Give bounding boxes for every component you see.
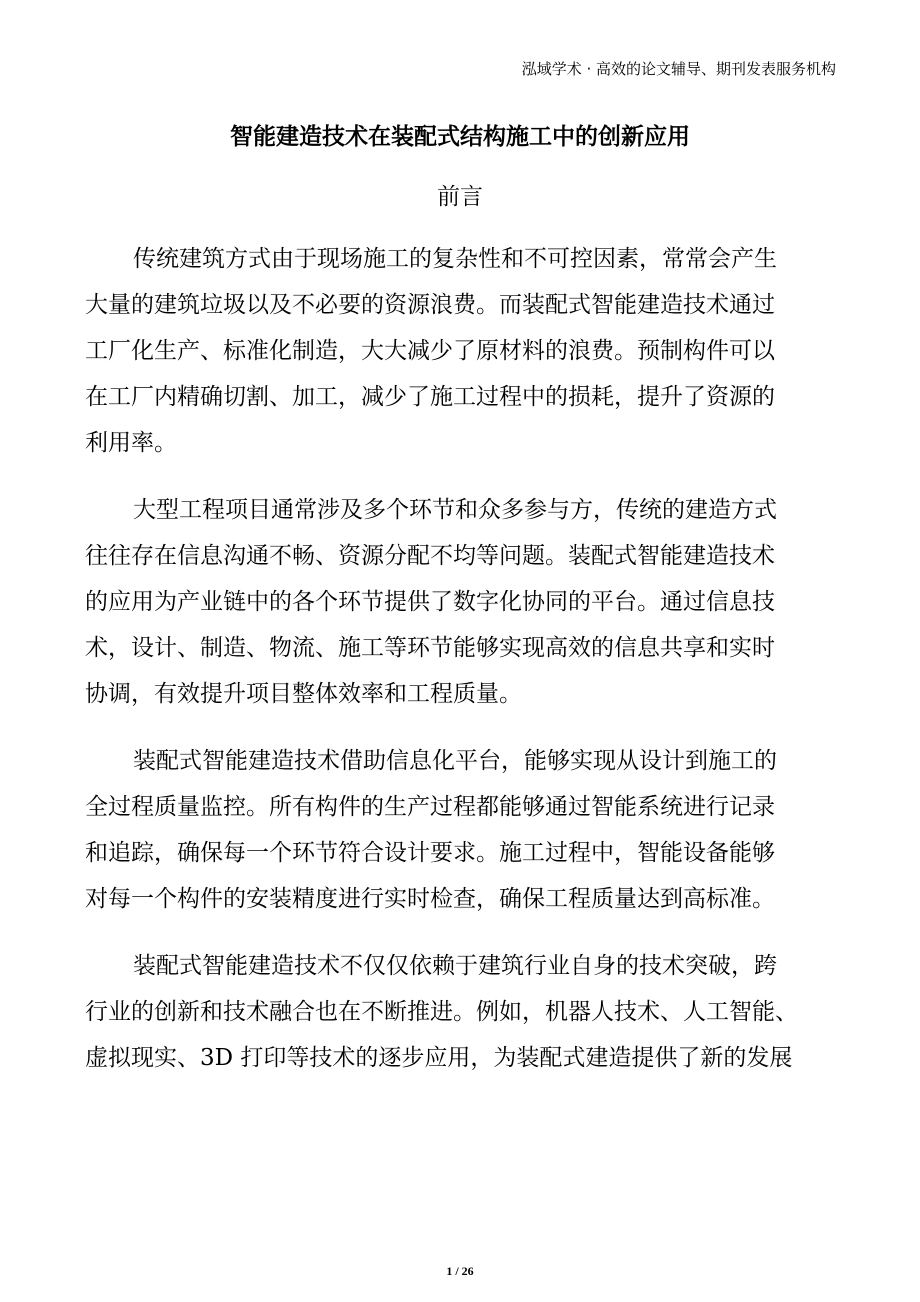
page-header: [522, 58, 836, 79]
page-number: 1 / 26: [446, 1264, 474, 1278]
paragraph-line: 行业的创新和技术融合也在不断推进。例如，机器人技术、人工智能、: [85, 999, 798, 1025]
paragraph-line: 装配式智能建造技术借助信息化平台，能够实现从设计到施工的: [133, 748, 777, 774]
paragraph-line: 协调，有效提升项目整体效率和工程质量。: [85, 681, 522, 707]
paragraph-line: 利用率。: [85, 430, 177, 456]
paragraph-line: 术，设计、制造、物流、施工等环节能够实现高效的信息共享和实时: [85, 635, 775, 661]
header-text: 泓域学术 · 高效的论文辅导、期刊发表服务机构: [521, 60, 836, 78]
paragraph-line: 大型工程项目通常涉及多个环节和众多参与方，传统的建造方式: [133, 497, 777, 523]
paragraph-4: [85, 943, 855, 1081]
section-heading: 前言: [437, 184, 483, 210]
paragraph-line: 的应用为产业链中的各个环节提供了数字化协同的平台。通过信息技: [85, 589, 775, 615]
paragraph-line: 全过程质量监控。所有构件的生产过程都能够通过智能系统进行记录: [85, 794, 775, 820]
paragraph-line: 工厂化生产、标准化制造，大大减少了原材料的浪费。预制构件可以: [85, 338, 775, 364]
paragraph-2: [85, 487, 855, 717]
document-title: 智能建造技术在装配式结构施工中的创新应用: [230, 124, 690, 150]
paragraph-line: 装配式智能建造技术不仅仅依赖于建筑行业自身的技术突破，跨: [133, 953, 777, 979]
paragraph-1: [85, 236, 855, 466]
paragraph-line: 往往存在信息沟通不畅、资源分配不均等问题。装配式智能建造技术: [85, 543, 775, 569]
paragraph-line: 传统建筑方式由于现场施工的复杂性和不可控因素，常常会产生: [133, 246, 777, 272]
paragraph-line: 在工厂内精确切割、加工，减少了施工过程中的损耗，提升了资源的: [85, 384, 775, 410]
paragraph-line: 对每一个构件的安装精度进行实时检查，确保工程质量达到高标准。: [85, 886, 775, 912]
paragraph-line: 虚拟现实、3D 打印等技术的逐步应用，为装配式建造提供了新的发展: [85, 1045, 793, 1071]
body-text: [85, 236, 855, 1102]
paragraph-line: 大量的建筑垃圾以及不必要的资源浪费。而装配式智能建造技术通过: [85, 292, 775, 318]
paragraph-line: 和追踪，确保每一个环节符合设计要求。施工过程中，智能设备能够: [85, 840, 775, 866]
paragraph-3: [85, 738, 855, 922]
